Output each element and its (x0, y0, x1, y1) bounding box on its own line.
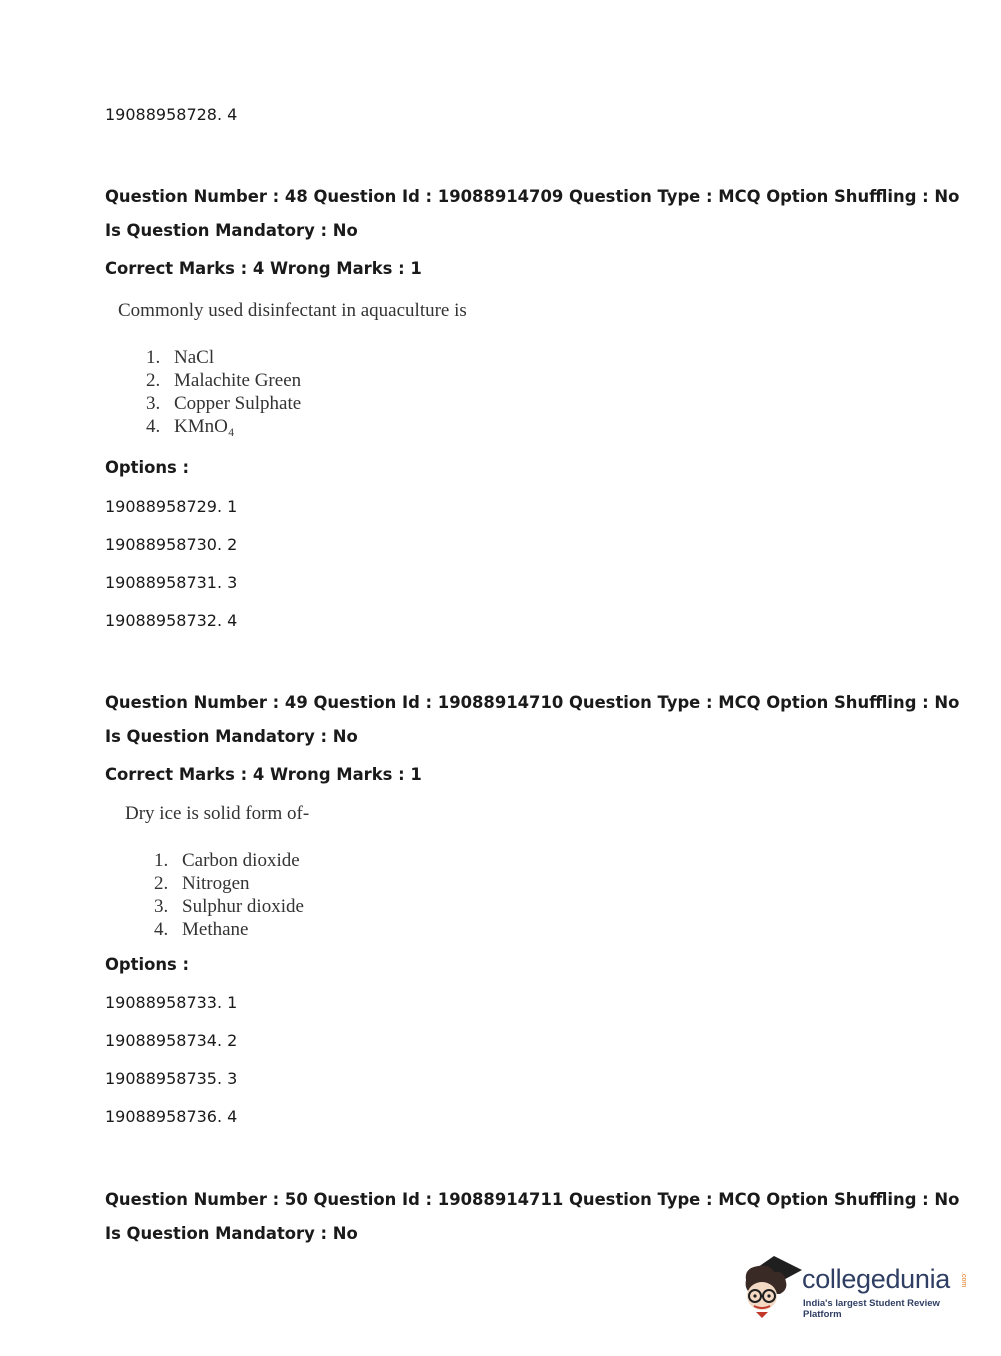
q49-option-4: 19088958736. 4 (105, 1107, 238, 1126)
q48-option-4: 19088958732. 4 (105, 611, 238, 630)
q49-choice-list (154, 849, 304, 941)
q49-choice-1: 1. Carbon dioxide (154, 850, 300, 871)
q50-header: Question Number : 50 Question Id : 19088914711 Question Type : MCQ Option Shuffling : No (105, 1190, 960, 1209)
logo-com: .com (960, 1272, 967, 1288)
q49-option-3: 19088958735. 3 (105, 1069, 238, 1088)
q48-choice-1: 1. NaCl (146, 347, 215, 368)
q48-option-1: 19088958729. 1 (105, 497, 238, 516)
q48-choice-3: 3. Copper Sulphate (146, 393, 302, 414)
q49-header: Question Number : 49 Question Id : 19088914710 Question Type : MCQ Option Shuffling : No (105, 693, 960, 712)
q49-option-1: 19088958733. 1 (105, 993, 238, 1012)
q48-mandatory: Is Question Mandatory : No (105, 221, 358, 240)
q49-choice-2: 2. Nitrogen (154, 873, 250, 894)
logo-wordmark: collegedunia (802, 1264, 951, 1294)
q48-choice-list (146, 346, 301, 438)
q48-option-3: 19088958731. 3 (105, 573, 238, 592)
logo-tagline: India's largest Student Review Platform (803, 1298, 940, 1320)
q49-mandatory: Is Question Mandatory : No (105, 727, 358, 746)
q49-marks: Correct Marks : 4 Wrong Marks : 1 (105, 765, 422, 784)
q48-choice-4: 4. KMnO₄ (146, 416, 235, 437)
q48-options-label: Options : (105, 458, 190, 477)
q48-question-text: Commonly used disinfectant in aquaculture is (118, 300, 467, 321)
q49-options-label: Options : (105, 955, 190, 974)
mascot-icon (740, 1250, 804, 1320)
prev-option-4: 19088958728. 4 (105, 105, 238, 124)
q49-choice-3: 3. Sulphur dioxide (154, 896, 304, 917)
q49-question-text: Dry ice is solid form of- (125, 803, 310, 824)
q49-option-2: 19088958734. 2 (105, 1031, 238, 1050)
q48-marks: Correct Marks : 4 Wrong Marks : 1 (105, 259, 422, 278)
collegedunia-logo[interactable] (740, 1250, 970, 1320)
q48-option-2: 19088958730. 2 (105, 535, 238, 554)
q50-mandatory: Is Question Mandatory : No (105, 1224, 358, 1243)
q48-header: Question Number : 48 Question Id : 19088914709 Question Type : MCQ Option Shuffling : No (105, 187, 960, 206)
q48-choice-2: 2. Malachite Green (146, 370, 302, 391)
q49-choice-4: 4. Methane (154, 919, 249, 940)
